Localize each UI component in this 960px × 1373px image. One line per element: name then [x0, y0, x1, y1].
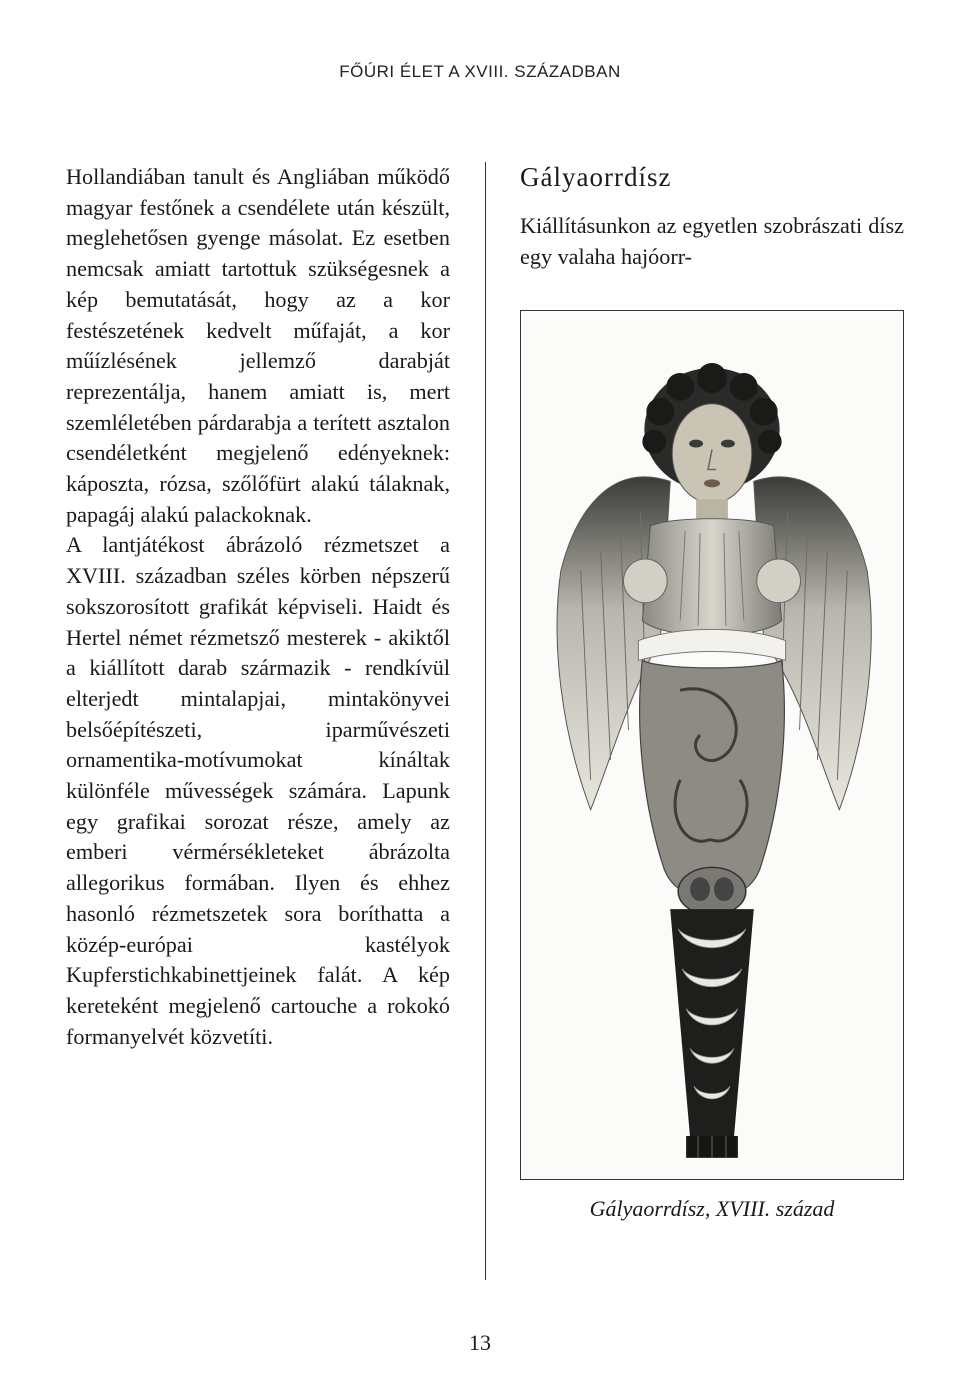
paragraph-engraving: A lantjátékost ábrázoló rézmetszet a XVIII. században széles körben népszerű sokszorosított grafikát képviseli. Haidt és Hertel német rézmetsző mesterek - akiktől a kiállított darab származik - rendkívül elterjedt mintalapjai, mintakönyvei belsőépítészeti, iparművészeti ornamentika-motívumokat kínáltak különféle művességek számára. Lapunk egy grafikai sorozat része, amely az emberi vérmérsékleteket ábrázolta allegorikus formában. Ilyen és ehhez hasonló rézmetszetek sora boríthatta a közép-európai kastélyok Kupferstichkabinettjeinek falát. A kép kereteként megjelenő cartouche a rokokó formanyelvét közvetíti. [66, 532, 450, 1049]
figurehead-photo [520, 310, 904, 1180]
intro-text: Kiállításunkon az egyetlen szobrászati dísz egy valaha hajóorr- [520, 213, 904, 269]
figurehead-illustration [521, 311, 903, 1179]
paragraph-still-life: Hollandiában tanult és Angliában működő magyar festőnek a csendélete után készült, meglehetősen gyenge másolat. Ez esetben nemcsak amiatt tartottuk szükségesnek a kép bemutatását, hogy az a kor festészetének kedvelt műfaját, a kor műízlésének jellemző darabját reprezentálja, hanem amiatt is, mert szemléletében párdarabja a terített asztalon csendéletként megjelenő edényeknek: káposzta, rózsa, szőlőfürt alakú tálaknak, papagáj alakú palackoknak. [66, 164, 450, 527]
figure-caption: Gályaorrdísz, XVIII. század [589, 1196, 835, 1221]
column-divider [485, 162, 486, 1280]
section-heading: Gályaorrdísz [520, 162, 672, 192]
left-column [66, 162, 450, 1052]
sash [638, 629, 785, 660]
page-number: 13 [469, 1330, 491, 1355]
right-column [520, 162, 904, 272]
face [672, 404, 752, 503]
scroll-body [640, 660, 785, 899]
running-header: FŐÚRI ÉLET A XVIII. SZÁZADBAN [339, 62, 621, 81]
